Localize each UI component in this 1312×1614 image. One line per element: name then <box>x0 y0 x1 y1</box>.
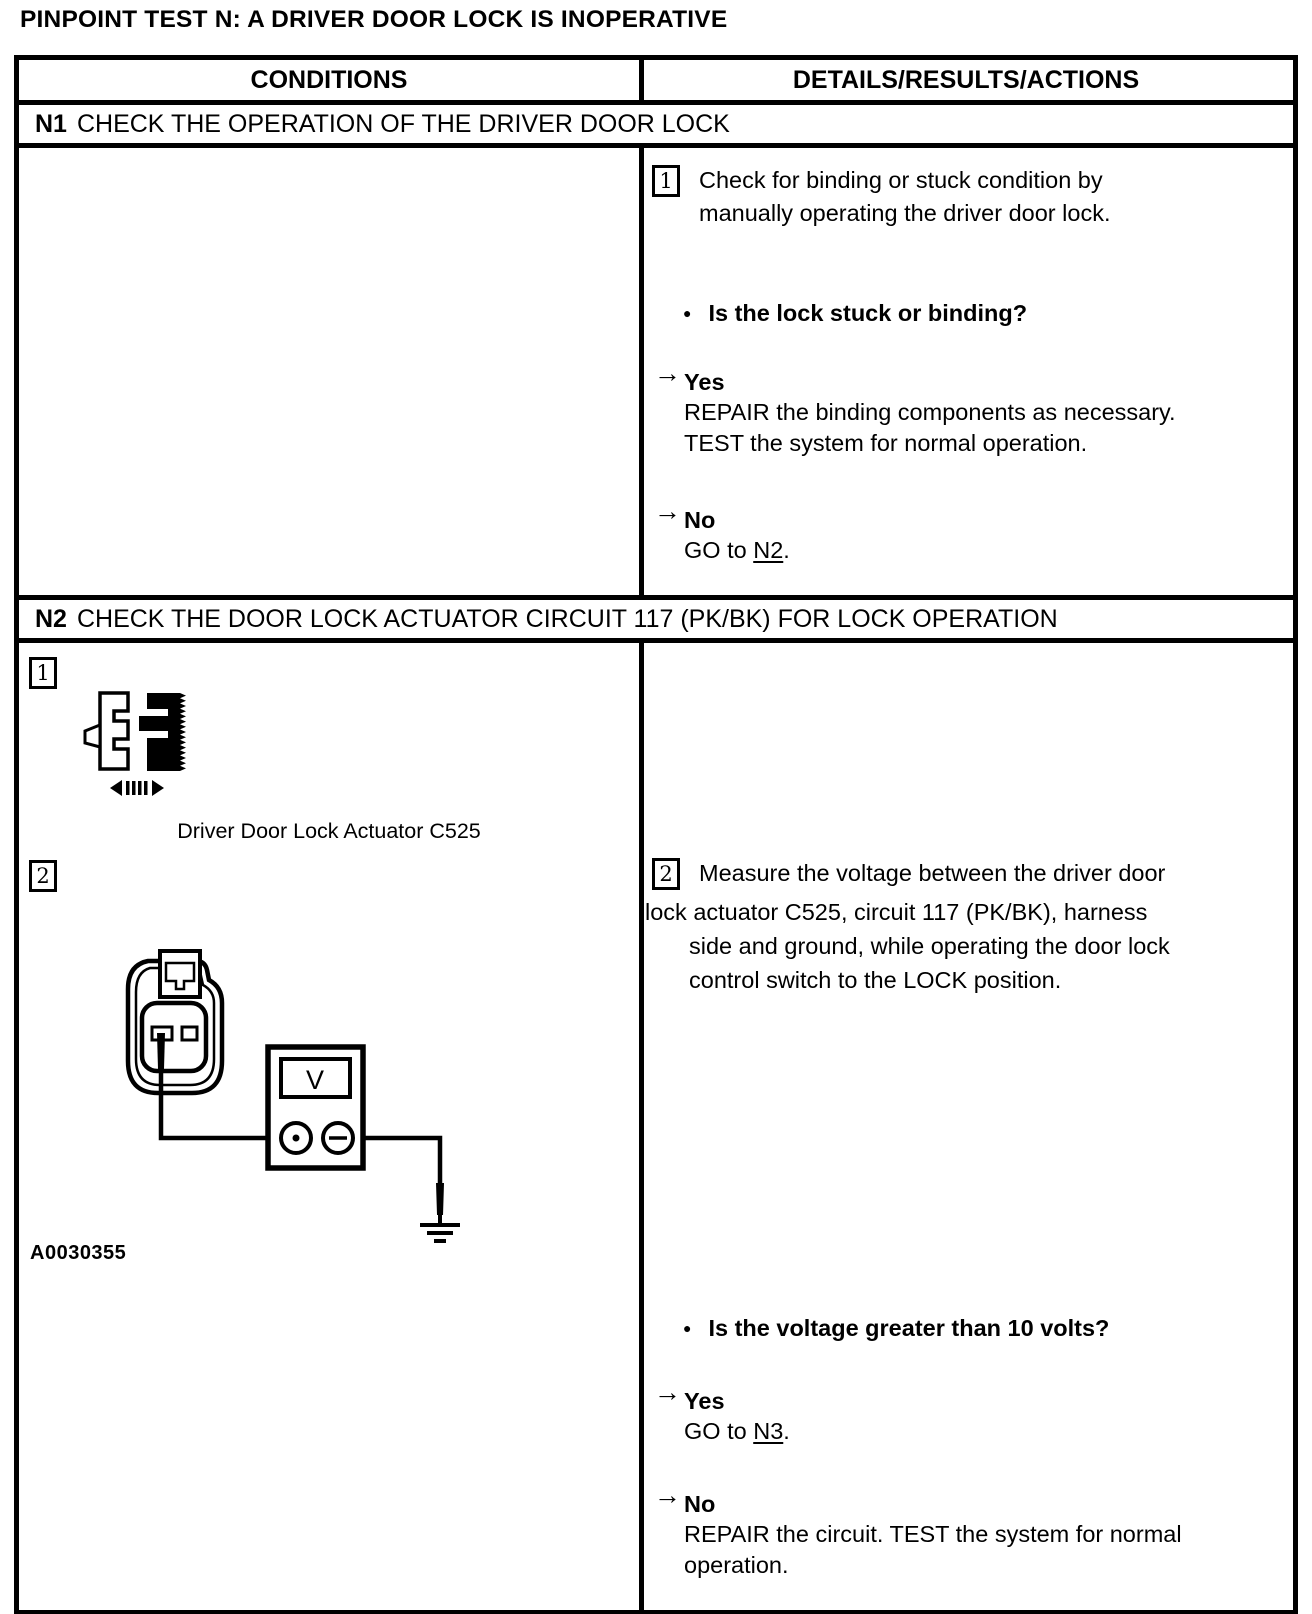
n2-conditions-cell <box>19 643 644 1610</box>
goto-n3-link[interactable]: N3 <box>753 1418 784 1444</box>
voltage-test-illustration <box>100 935 460 1245</box>
n1-no-action-prefix: GO to <box>684 537 754 563</box>
n1-details-cell <box>644 148 1288 595</box>
page-title: PINPOINT TEST N: A DRIVER DOOR LOCK IS INOPERATIVE <box>20 6 728 33</box>
n1-content-row <box>19 148 1293 600</box>
voltmeter-display-label: V <box>305 1065 325 1095</box>
connector-tab <box>85 725 100 747</box>
n1-no-body <box>684 505 1184 566</box>
actuator-connector-illustration <box>82 691 192 801</box>
n2-step2-line4: control switch to the LOCK position. <box>689 967 1062 993</box>
n1-yes-body <box>684 367 1184 459</box>
n1-conditions-cell <box>19 148 644 595</box>
goto-n2-link[interactable]: N2 <box>753 537 784 563</box>
n1-no-answer <box>654 496 1282 566</box>
n2-yes-action-suffix: . <box>783 1418 790 1444</box>
n2-step-heading: CHECK THE DOOR LOCK ACTUATOR CIRCUIT 117 (PK/BK) FOR LOCK OPERATION <box>76 604 1058 633</box>
n2-step2-number-box: 2 <box>652 858 680 890</box>
n2-yes-action-prefix: GO to <box>684 1418 754 1444</box>
n1-no-action <box>684 535 1184 566</box>
n1-step1-text: Check for binding or stuck condition by manually operating the driver door lock. <box>699 167 1111 226</box>
n1-step-heading: CHECK THE OPERATION OF THE DRIVER DOOR LOCK <box>76 109 730 138</box>
arrow-right-icon: → <box>654 358 681 388</box>
n2-figure2-number-box: 2 <box>29 860 57 892</box>
arrow-right-icon: → <box>654 1377 681 1407</box>
n2-yes-label: Yes <box>684 1388 725 1414</box>
n2-yes-body <box>684 1386 1184 1447</box>
actuator-body <box>139 693 186 771</box>
double-arrow-icon <box>110 780 164 796</box>
conditions-header-cell: CONDITIONS <box>19 60 644 100</box>
n2-step-id: N2 <box>35 604 67 633</box>
voltmeter <box>268 1047 363 1168</box>
arrow-right-icon: → <box>654 496 681 526</box>
bullet-icon: ● <box>683 305 692 321</box>
n1-no-label: No <box>684 507 716 533</box>
n1-band <box>19 105 1293 148</box>
n2-no-action: REPAIR the circuit. TEST the system for normal operation. <box>684 1521 1182 1578</box>
n2-band <box>19 600 1293 643</box>
n2-no-answer <box>654 1480 1282 1581</box>
ground-icon <box>420 1213 460 1241</box>
connector-housing-outline <box>100 693 128 769</box>
n2-no-label: No <box>684 1491 716 1517</box>
n2-details-cell <box>644 643 1288 1610</box>
n2-yes-answer <box>654 1377 1282 1447</box>
test-probe <box>157 1033 165 1069</box>
n2-step2 <box>652 857 1282 890</box>
ground-probe <box>436 1183 444 1215</box>
n2-step2-line1: Measure the voltage between the driver door <box>699 860 1166 886</box>
n1-step1-number-box: 1 <box>652 165 680 197</box>
n2-content-row <box>19 643 1293 1614</box>
figure1-caption: Driver Door Lock Actuator C525 <box>177 819 481 843</box>
n2-figure1-number-box: 1 <box>29 657 57 689</box>
ground-lead-wire <box>353 1138 440 1183</box>
arrow-right-icon: → <box>654 1480 681 1510</box>
n1-no-action-suffix: . <box>783 537 790 563</box>
n1-yes-action: REPAIR the binding components as necessary. TEST the system for normal operation. <box>684 399 1176 456</box>
figure-id-label: A0030355 <box>30 1242 127 1264</box>
n1-yes-label: Yes <box>684 369 725 395</box>
n2-no-body <box>684 1489 1184 1581</box>
n2-yes-action <box>684 1416 1184 1447</box>
n2-question <box>683 1315 1282 1342</box>
pinpoint-table <box>14 55 1298 1614</box>
bullet-icon: ● <box>683 1320 692 1336</box>
n1-question-text: Is the lock stuck or binding? <box>708 300 1028 326</box>
n1-yes-answer <box>654 358 1282 459</box>
n1-question <box>683 300 1282 327</box>
n1-step1 <box>652 164 1282 230</box>
n2-question-text: Is the voltage greater than 10 volts? <box>708 1315 1110 1341</box>
n1-step-id: N1 <box>35 109 67 138</box>
n2-step2-line2: lock actuator C525, circuit 117 (PK/BK), harness <box>645 899 1148 925</box>
table-header-row <box>19 60 1293 105</box>
n2-step2-line3: side and ground, while operating the door lock <box>689 933 1170 959</box>
details-header-cell: DETAILS/RESULTS/ACTIONS <box>792 65 1140 94</box>
door-lock-connector <box>128 951 222 1093</box>
